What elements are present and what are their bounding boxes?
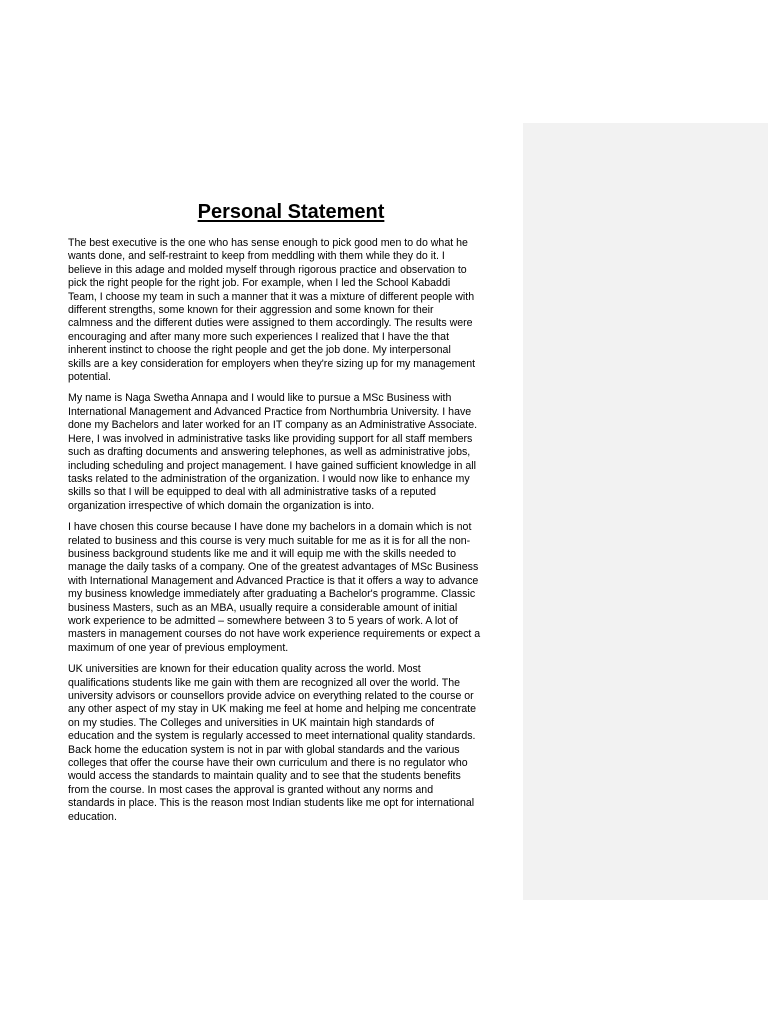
comment-margin-pane xyxy=(523,123,768,900)
paragraph-3: I have chosen this course because I have done my bachelors in a domain which is not related to business and this course is very much suitable for me as it is for all the non- business background students like me and it will equip me with the skills needed to manage the daily tasks of a company. One of the greatest advantages of MSc Business with International Management and Advanced Practice is that it offers a way to advance my business knowledge immediately after graduating a Bachelor's programme. Classic business Masters, such as an MBA, usually require a considerable amount of initial work experience to be admitted – somewhere between 3 to 5 years of work. A lot of masters in management courses do not have work experience requirements or expect a maximum of one year of previous employment. xyxy=(68,521,481,654)
paragraph-2: My name is Naga Swetha Annapa and I would like to pursue a MSc Business with International Management and Advanced Practice from Northumbria University. I have done my Bachelors and later worked for an IT company as an Administrative Associate. Here, I was involved in administrative tasks like providing support for all staff members such as drafting documents and answering telephones, as well as administrative jobs, including scheduling and project management. I have gained sufficient knowledge in all tasks related to the administration of the organization. I would now like to enhance my skills so that I will be equipped to deal with all administrative tasks of a reputed organization irrespective of which domain the organization is into. xyxy=(68,392,478,512)
document-body xyxy=(68,199,514,832)
paragraph-4: UK universities are known for their education quality across the world. Most qualifications students like me gain with them are recognized all over the world. The university advisors or counsellors provide advice on everything related to the course or any other aspect of my stay in UK making me feel at home and helping me concentrate on my studies. The Colleges and universities in UK maintain high standards of education and the system is regularly accessed to meet international quality standards. Back home the education system is not in par with global standards and the various colleges that offer the course have their own curriculum and there is no regulator who would access the standards to maintain quality and to see that the students benefits from the course. In most cases the approval is granted without any norms and standards in place. This is the reason most Indian students like me opt for international education. xyxy=(68,663,477,823)
document-title: Personal Statement xyxy=(197,201,385,223)
paragraph-1: The best executive is the one who has sense enough to pick good men to do what he wants done, and self-restraint to keep from meddling with them while they do it. I believe in this adage and molded myself through rigorous practice and observation to pick the right people for the right job. For example, when I led the School Kabaddi Team, I choose my team in such a manner that it was a mixture of different people with different strengths, some known for their aggression and some known for their calmness and the different duties were assigned to them accordingly. The results were encouraging and after many more such experiences I realized that I have the that inherent instinct to choose the right people and get the job done. My interpersonal skills are a key consideration for employers when they're sizing up for my management potential. xyxy=(68,237,476,384)
